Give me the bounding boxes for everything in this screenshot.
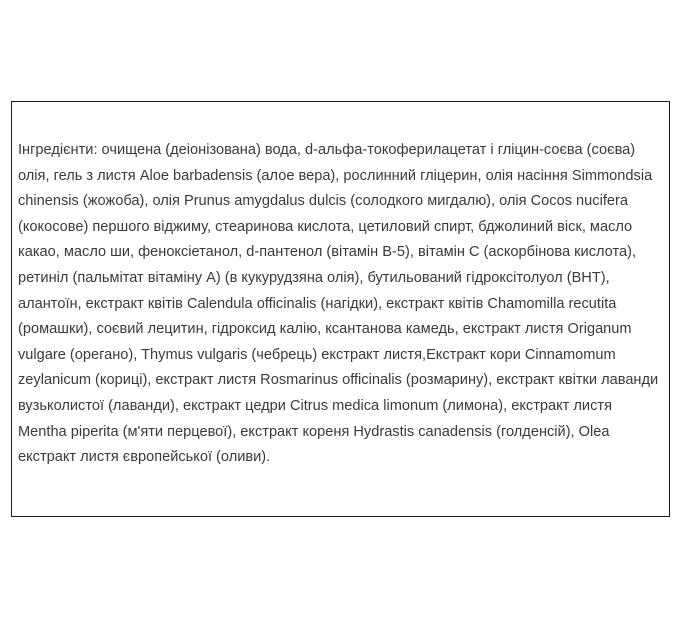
- ingredients-text: Інгредієнти: очищена (деіонізована) вода, d-альфа-токоферилацетат і гліцин-соєва (соєва) олія, гель з листя Aloe barbadensis (алое вера), рослинний гліцерин, олія насіння Simmondsia chinensis (жожоба), олія Prunus amygdalus dulcis (солодкого мигдалю), олія Cocos nucifera (кокосове) першого віджиму, стеаринова кислота, цетиловий спирт, бджолиний віск, масло какао, масло ши, феноксіетанол, d-пантенол (вітамін B-5), вітамін C (аскорбінова кислота), ретиніл (пальмітат вітаміну A) (в кукурудзяна олія), бутильований гідроксітолуол (BHT), алантоїн, екстракт квітів Calendula officinalis (нагідки), екстракт квітів Chamomilla recutita (ромашки), соєвий лецитин, гідроксид калію, ксантанова камедь, екстракт листя Origanum vulgare (орегано), Thymus vulgaris (чебрець) екстракт листя,Екстракт кори Cinnamomum zeylanicum (кориці), екстракт листя Rosmarinus officinalis (розмарину), екстракт квітки лаванди вузьколистої (лаванди), екстракт цедри Citrus medica limonum (лимона), екстракт листя Mentha piperita (м'яти перцевої), екстракт кореня Hydrastis canadensis (голденсій), Olea екстракт листя європейської (оливи).: [18, 142, 659, 466]
- ingredients-box: [11, 101, 670, 517]
